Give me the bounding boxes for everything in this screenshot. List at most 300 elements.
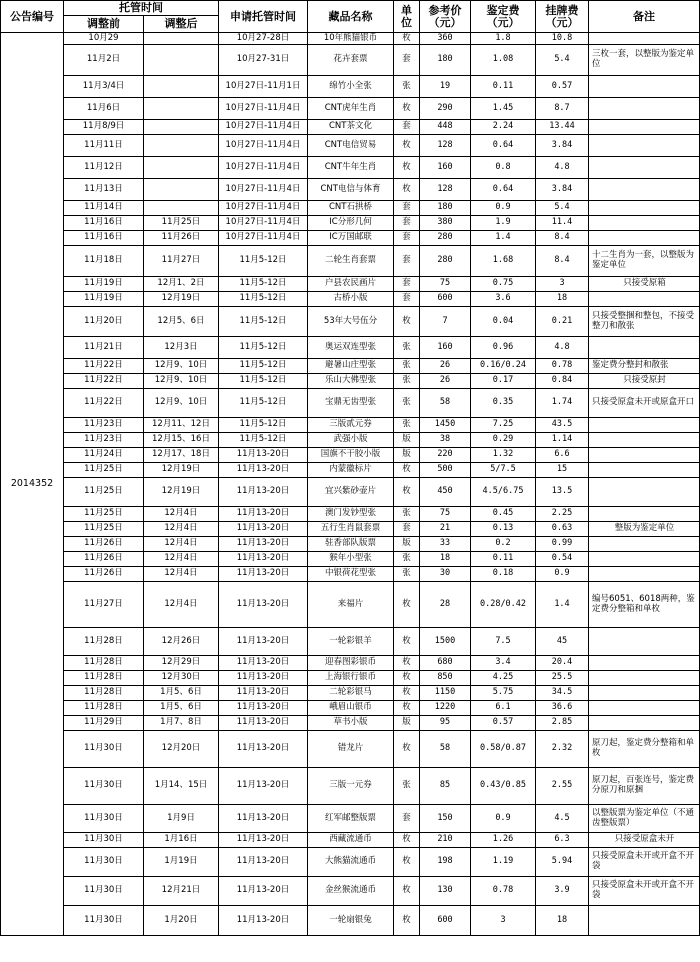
cell-remark (589, 98, 700, 120)
table-row (1, 716, 700, 731)
cell-item-name: 避暑山庄型张 (308, 359, 394, 374)
cell-appraisal-fee: 1.9 (471, 216, 536, 231)
table-row (1, 98, 700, 120)
cell-ref-price: 75 (420, 277, 471, 292)
cell-listing-fee: 1.4 (536, 582, 589, 628)
cell-after (144, 135, 219, 157)
cell-after: 12月19日 (144, 292, 219, 307)
cell-ref-price: 58 (420, 731, 471, 768)
cell-after (144, 45, 219, 76)
table-row (1, 701, 700, 716)
cell-after: 11月25日 (144, 216, 219, 231)
cell-unit: 枚 (394, 98, 420, 120)
cell-listing-fee: 34.5 (536, 686, 589, 701)
cell-item-name: 西藏流通币 (308, 833, 394, 848)
table-row (1, 463, 700, 478)
cell-remark (589, 567, 700, 582)
cell-after (144, 201, 219, 216)
cell-appraisal-fee: 3.6 (471, 292, 536, 307)
cell-remark (589, 552, 700, 567)
cell-listing-fee: 25.5 (536, 671, 589, 686)
cell-appraisal-fee: 0.2 (471, 537, 536, 552)
cell-before: 11月28日 (64, 628, 144, 656)
table-row (1, 656, 700, 671)
cell-listing-fee: 6.3 (536, 833, 589, 848)
cell-appraisal-fee: 0.64 (471, 179, 536, 201)
cell-apply-time: 11月13-20日 (219, 833, 308, 848)
cell-item-name: 花卉套票 (308, 45, 394, 76)
cell-item-name: 迎春图彩银币 (308, 656, 394, 671)
cell-appraisal-fee: 3 (471, 906, 536, 936)
cell-apply-time: 10月27日-11月4日 (219, 120, 308, 135)
table-row (1, 307, 700, 337)
cell-remark (589, 33, 700, 45)
cell-listing-fee: 0.84 (536, 374, 589, 389)
cell-ref-price: 600 (420, 292, 471, 307)
table-row (1, 33, 700, 45)
cell-after: 12月20日 (144, 731, 219, 768)
cell-before: 11月26日 (64, 567, 144, 582)
cell-unit: 枚 (394, 33, 420, 45)
cell-apply-time: 11月13-20日 (219, 463, 308, 478)
cell-item-name: 红军邮整版票 (308, 805, 394, 833)
cell-apply-time: 11月5-12日 (219, 389, 308, 418)
table-row (1, 686, 700, 701)
cell-ref-price: 19 (420, 76, 471, 98)
cell-unit: 枚 (394, 877, 420, 906)
cell-appraisal-fee: 0.18 (471, 567, 536, 582)
table-row (1, 522, 700, 537)
table-row (1, 337, 700, 359)
cell-before: 11月25日 (64, 522, 144, 537)
cell-before: 11月20日 (64, 307, 144, 337)
cell-remark (589, 448, 700, 463)
cell-after: 12月9、10日 (144, 389, 219, 418)
cell-remark (589, 628, 700, 656)
cell-appraisal-fee: 1.08 (471, 45, 536, 76)
cell-appraisal-fee: 0.13 (471, 522, 536, 537)
cell-ref-price: 850 (420, 671, 471, 686)
cell-after: 12月4日 (144, 507, 219, 522)
cell-unit: 枚 (394, 906, 420, 936)
cell-remark (589, 201, 700, 216)
cell-item-name: CNT电信贸易 (308, 135, 394, 157)
cell-unit: 套 (394, 292, 420, 307)
cell-appraisal-fee: 0.29 (471, 433, 536, 448)
cell-item-name: 五行生肖鼠套票 (308, 522, 394, 537)
cell-item-name: IC万国邮联 (308, 231, 394, 246)
cell-apply-time: 10月27日-11月4日 (219, 201, 308, 216)
cell-ref-price: 1220 (420, 701, 471, 716)
cell-before: 11月13日 (64, 179, 144, 201)
cell-remark: 只接受整捆和整包，不接受整刀和散张 (589, 307, 700, 337)
table-row (1, 374, 700, 389)
cell-listing-fee: 3 (536, 277, 589, 292)
cell-after (144, 33, 219, 45)
cell-after: 12月3日 (144, 337, 219, 359)
cell-after: 11月26日 (144, 231, 219, 246)
cell-remark (589, 906, 700, 936)
cell-ref-price: 26 (420, 374, 471, 389)
cell-listing-fee: 5.94 (536, 848, 589, 877)
table-row (1, 507, 700, 522)
cell-appraisal-fee: 1.68 (471, 246, 536, 277)
table-row (1, 582, 700, 628)
cell-apply-time: 10月27日-11月4日 (219, 98, 308, 120)
cell-remark: 编号6051、6018两种，鉴定费分整箱和单枚 (589, 582, 700, 628)
cell-item-name: 奥运双连型张 (308, 337, 394, 359)
cell-ref-price: 1450 (420, 418, 471, 433)
cell-remark: 鉴定费分整封和散张 (589, 359, 700, 374)
cell-before: 11月3/4日 (64, 76, 144, 98)
cell-unit: 枚 (394, 628, 420, 656)
cell-ref-price: 30 (420, 567, 471, 582)
cell-remark: 原刀起，鉴定费分整箱和单枚 (589, 731, 700, 768)
cell-appraisal-fee: 1.19 (471, 848, 536, 877)
cell-remark: 只接受原箱 (589, 277, 700, 292)
cell-apply-time: 11月5-12日 (219, 359, 308, 374)
cell-unit: 版 (394, 716, 420, 731)
table-row (1, 277, 700, 292)
cell-appraisal-fee: 0.11 (471, 552, 536, 567)
cell-listing-fee: 0.57 (536, 76, 589, 98)
cell-after: 12月9、10日 (144, 374, 219, 389)
cell-unit: 枚 (394, 833, 420, 848)
cell-unit: 张 (394, 337, 420, 359)
cell-item-name: 宜兴紫砂壶片 (308, 478, 394, 507)
cell-appraisal-fee: 0.9 (471, 201, 536, 216)
header-notice-no: 公告编号 (1, 1, 64, 33)
cell-unit: 张 (394, 359, 420, 374)
cell-appraisal-fee: 1.26 (471, 833, 536, 848)
table-row (1, 135, 700, 157)
cell-after: 1月20日 (144, 906, 219, 936)
cell-remark: 只接受原盒未开或开盒不开袋 (589, 848, 700, 877)
cell-listing-fee: 13.5 (536, 478, 589, 507)
cell-remark: 只接受原盒未开或开盒不开袋 (589, 877, 700, 906)
cell-appraisal-fee: 0.8 (471, 157, 536, 179)
cell-before: 11月25日 (64, 463, 144, 478)
cell-item-name: 53年大号伍分 (308, 307, 394, 337)
cell-after: 1月5、6日 (144, 701, 219, 716)
cell-ref-price: 95 (420, 716, 471, 731)
cell-ref-price: 1500 (420, 628, 471, 656)
cell-apply-time: 11月13-20日 (219, 628, 308, 656)
table-row (1, 671, 700, 686)
cell-item-name: 猴年小型张 (308, 552, 394, 567)
cell-after (144, 120, 219, 135)
cell-unit: 张 (394, 76, 420, 98)
cell-ref-price: 220 (420, 448, 471, 463)
table-row (1, 478, 700, 507)
cell-ref-price: 128 (420, 135, 471, 157)
cell-ref-price: 280 (420, 246, 471, 277)
cell-appraisal-fee: 5.75 (471, 686, 536, 701)
cell-remark (589, 216, 700, 231)
cell-listing-fee: 2.25 (536, 507, 589, 522)
table-row (1, 848, 700, 877)
table-row (1, 359, 700, 374)
cell-listing-fee: 0.54 (536, 552, 589, 567)
cell-after: 12月29日 (144, 656, 219, 671)
cell-apply-time: 11月13-20日 (219, 567, 308, 582)
cell-listing-fee: 1.74 (536, 389, 589, 418)
cell-apply-time: 11月13-20日 (219, 671, 308, 686)
cell-ref-price: 380 (420, 216, 471, 231)
cell-apply-time: 11月13-20日 (219, 701, 308, 716)
cell-ref-price: 33 (420, 537, 471, 552)
cell-item-name: 武强小版 (308, 433, 394, 448)
cell-before: 11月29日 (64, 716, 144, 731)
cell-listing-fee: 2.32 (536, 731, 589, 768)
cell-appraisal-fee: 4.25 (471, 671, 536, 686)
cell-listing-fee: 15 (536, 463, 589, 478)
cell-apply-time: 10月27日-11月4日 (219, 216, 308, 231)
cell-unit: 张 (394, 374, 420, 389)
cell-before: 11月11日 (64, 135, 144, 157)
cell-ref-price: 75 (420, 507, 471, 522)
cell-remark (589, 337, 700, 359)
header-ref-price: 参考价（元） (420, 1, 471, 33)
cell-appraisal-fee: 0.58/0.87 (471, 731, 536, 768)
cell-item-name: 大熊猫流通币 (308, 848, 394, 877)
cell-item-name: 10年熊猫银币 (308, 33, 394, 45)
cell-remark (589, 76, 700, 98)
cell-apply-time: 10月27日-11月4日 (219, 157, 308, 179)
cell-after: 12月4日 (144, 582, 219, 628)
cell-remark (589, 231, 700, 246)
cell-before: 11月16日 (64, 231, 144, 246)
cell-remark: 只接受原盒未开或原盒开口 (589, 389, 700, 418)
cell-apply-time: 11月5-12日 (219, 292, 308, 307)
table-row (1, 216, 700, 231)
cell-apply-time: 11月13-20日 (219, 768, 308, 805)
cell-appraisal-fee: 0.11 (471, 76, 536, 98)
cell-after: 11月27日 (144, 246, 219, 277)
cell-after: 12月4日 (144, 522, 219, 537)
cell-ref-price: 160 (420, 337, 471, 359)
cell-listing-fee: 13.44 (536, 120, 589, 135)
cell-unit: 版 (394, 448, 420, 463)
header-item-name: 藏品名称 (308, 1, 394, 33)
cell-apply-time: 11月13-20日 (219, 656, 308, 671)
cell-apply-time: 11月5-12日 (219, 307, 308, 337)
table-row (1, 448, 700, 463)
cell-remark: 以整版票为鉴定单位（不通齿整版票） (589, 805, 700, 833)
cell-item-name: 上海银行银币 (308, 671, 394, 686)
cell-listing-fee: 3.9 (536, 877, 589, 906)
cell-ref-price: 450 (420, 478, 471, 507)
cell-item-name: 峨眉山银币 (308, 701, 394, 716)
table-row (1, 157, 700, 179)
cell-ref-price: 198 (420, 848, 471, 877)
cell-after: 1月9日 (144, 805, 219, 833)
cell-listing-fee: 3.84 (536, 135, 589, 157)
cell-unit: 张 (394, 768, 420, 805)
cell-after: 1月7、8日 (144, 716, 219, 731)
cell-appraisal-fee: 0.28/0.42 (471, 582, 536, 628)
table-row (1, 567, 700, 582)
cell-listing-fee: 8.7 (536, 98, 589, 120)
cell-before: 11月30日 (64, 768, 144, 805)
cell-remark (589, 686, 700, 701)
cell-before: 11月27日 (64, 582, 144, 628)
cell-ref-price: 180 (420, 201, 471, 216)
cell-ref-price: 160 (420, 157, 471, 179)
cell-ref-price: 448 (420, 120, 471, 135)
table-row (1, 833, 700, 848)
cell-unit: 版 (394, 433, 420, 448)
cell-item-name: CNT石拱桥 (308, 201, 394, 216)
cell-appraisal-fee: 0.04 (471, 307, 536, 337)
cell-after: 12月19日 (144, 463, 219, 478)
table-row (1, 433, 700, 448)
cell-unit: 张 (394, 567, 420, 582)
cell-ref-price: 18 (420, 552, 471, 567)
cell-apply-time: 11月13-20日 (219, 805, 308, 833)
cell-after (144, 98, 219, 120)
cell-remark: 原刀起，百张连号，鉴定费分原刀和原捆 (589, 768, 700, 805)
cell-appraisal-fee: 0.43/0.85 (471, 768, 536, 805)
table-row (1, 537, 700, 552)
cell-ref-price: 280 (420, 231, 471, 246)
cell-item-name: 内蒙徽标片 (308, 463, 394, 478)
cell-ref-price: 128 (420, 179, 471, 201)
cell-after: 1月14、15日 (144, 768, 219, 805)
cell-after: 12月11、12日 (144, 418, 219, 433)
cell-after (144, 179, 219, 201)
cell-item-name: 中银荷花型张 (308, 567, 394, 582)
cell-remark (589, 716, 700, 731)
cell-appraisal-fee: 7.5 (471, 628, 536, 656)
cell-remark: 整版为鉴定单位 (589, 522, 700, 537)
cell-before: 11月28日 (64, 656, 144, 671)
cell-apply-time: 10月27-31日 (219, 45, 308, 76)
cell-unit: 套 (394, 120, 420, 135)
cell-remark (589, 478, 700, 507)
cell-after: 12月17、18日 (144, 448, 219, 463)
cell-appraisal-fee: 6.1 (471, 701, 536, 716)
cell-apply-time: 10月27-28日 (219, 33, 308, 45)
cell-before: 11月26日 (64, 552, 144, 567)
cell-item-name: 国旗不干胶小版 (308, 448, 394, 463)
header-apply-time: 申请托管时间 (219, 1, 308, 33)
cell-remark (589, 433, 700, 448)
cell-appraisal-fee: 0.45 (471, 507, 536, 522)
cell-before: 10月29 (64, 33, 144, 45)
cell-appraisal-fee: 0.57 (471, 716, 536, 731)
cell-listing-fee: 0.78 (536, 359, 589, 374)
cell-apply-time: 11月13-20日 (219, 731, 308, 768)
cell-apply-time: 11月13-20日 (219, 537, 308, 552)
cell-item-name: 驻香部队版票 (308, 537, 394, 552)
cell-apply-time: 11月13-20日 (219, 448, 308, 463)
cell-before: 11月30日 (64, 805, 144, 833)
cell-appraisal-fee: 0.17 (471, 374, 536, 389)
cell-apply-time: 11月13-20日 (219, 716, 308, 731)
cell-before: 11月30日 (64, 906, 144, 936)
table-row (1, 45, 700, 76)
cell-apply-time: 11月5-12日 (219, 246, 308, 277)
cell-after: 12月30日 (144, 671, 219, 686)
cell-unit: 枚 (394, 582, 420, 628)
table-row (1, 120, 700, 135)
cell-unit: 枚 (394, 157, 420, 179)
table-row (1, 418, 700, 433)
cell-item-name: 三版贰元券 (308, 418, 394, 433)
cell-before: 11月21日 (64, 337, 144, 359)
cell-unit: 枚 (394, 478, 420, 507)
header-custody-time: 托管时间 (64, 1, 219, 16)
cell-apply-time: 11月5-12日 (219, 337, 308, 359)
cell-apply-time: 11月13-20日 (219, 848, 308, 877)
cell-apply-time: 10月27日-11月4日 (219, 179, 308, 201)
cell-listing-fee: 10.8 (536, 33, 589, 45)
cell-after: 12月4日 (144, 537, 219, 552)
cell-before: 11月25日 (64, 478, 144, 507)
cell-item-name: IC分形几何 (308, 216, 394, 231)
cell-item-name: 一轮彩银羊 (308, 628, 394, 656)
cell-before: 11月25日 (64, 507, 144, 522)
cell-ref-price: 150 (420, 805, 471, 833)
cell-ref-price: 7 (420, 307, 471, 337)
cell-item-name: 草书小版 (308, 716, 394, 731)
header-appraisal-fee: 鉴定费（元） (471, 1, 536, 33)
cell-before: 11月28日 (64, 671, 144, 686)
header-before: 调整前 (64, 16, 144, 33)
table-row (1, 201, 700, 216)
cell-after: 1月5、6日 (144, 686, 219, 701)
cell-remark (589, 507, 700, 522)
table-row (1, 768, 700, 805)
cell-item-name: 宝鼎无齿型张 (308, 389, 394, 418)
cell-ref-price: 26 (420, 359, 471, 374)
cell-ref-price: 85 (420, 768, 471, 805)
cell-appraisal-fee: 0.96 (471, 337, 536, 359)
cell-ref-price: 600 (420, 906, 471, 936)
cell-appraisal-fee: 1.4 (471, 231, 536, 246)
cell-remark (589, 671, 700, 686)
cell-before: 11月12日 (64, 157, 144, 179)
table-row (1, 805, 700, 833)
header-after: 调整后 (144, 16, 219, 33)
cell-remark: 三枚一套，以整版为鉴定单位 (589, 45, 700, 76)
cell-item-name: 来福片 (308, 582, 394, 628)
cell-unit: 套 (394, 216, 420, 231)
cell-remark (589, 537, 700, 552)
cell-unit: 枚 (394, 656, 420, 671)
cell-remark (589, 157, 700, 179)
cell-after: 12月21日 (144, 877, 219, 906)
cell-after: 12月26日 (144, 628, 219, 656)
cell-ref-price: 28 (420, 582, 471, 628)
cell-apply-time: 11月5-12日 (219, 374, 308, 389)
cell-before: 11月19日 (64, 292, 144, 307)
cell-appraisal-fee: 1.32 (471, 448, 536, 463)
cell-ref-price: 58 (420, 389, 471, 418)
cell-listing-fee: 2.85 (536, 716, 589, 731)
cell-before: 11月22日 (64, 374, 144, 389)
cell-after: 1月16日 (144, 833, 219, 848)
cell-listing-fee: 6.6 (536, 448, 589, 463)
cell-item-name: 三版一元券 (308, 768, 394, 805)
table-row (1, 76, 700, 98)
cell-apply-time: 10月27日-11月1日 (219, 76, 308, 98)
cell-before: 11月30日 (64, 731, 144, 768)
cell-apply-time: 11月13-20日 (219, 478, 308, 507)
cell-before: 11月30日 (64, 833, 144, 848)
cell-unit: 套 (394, 522, 420, 537)
